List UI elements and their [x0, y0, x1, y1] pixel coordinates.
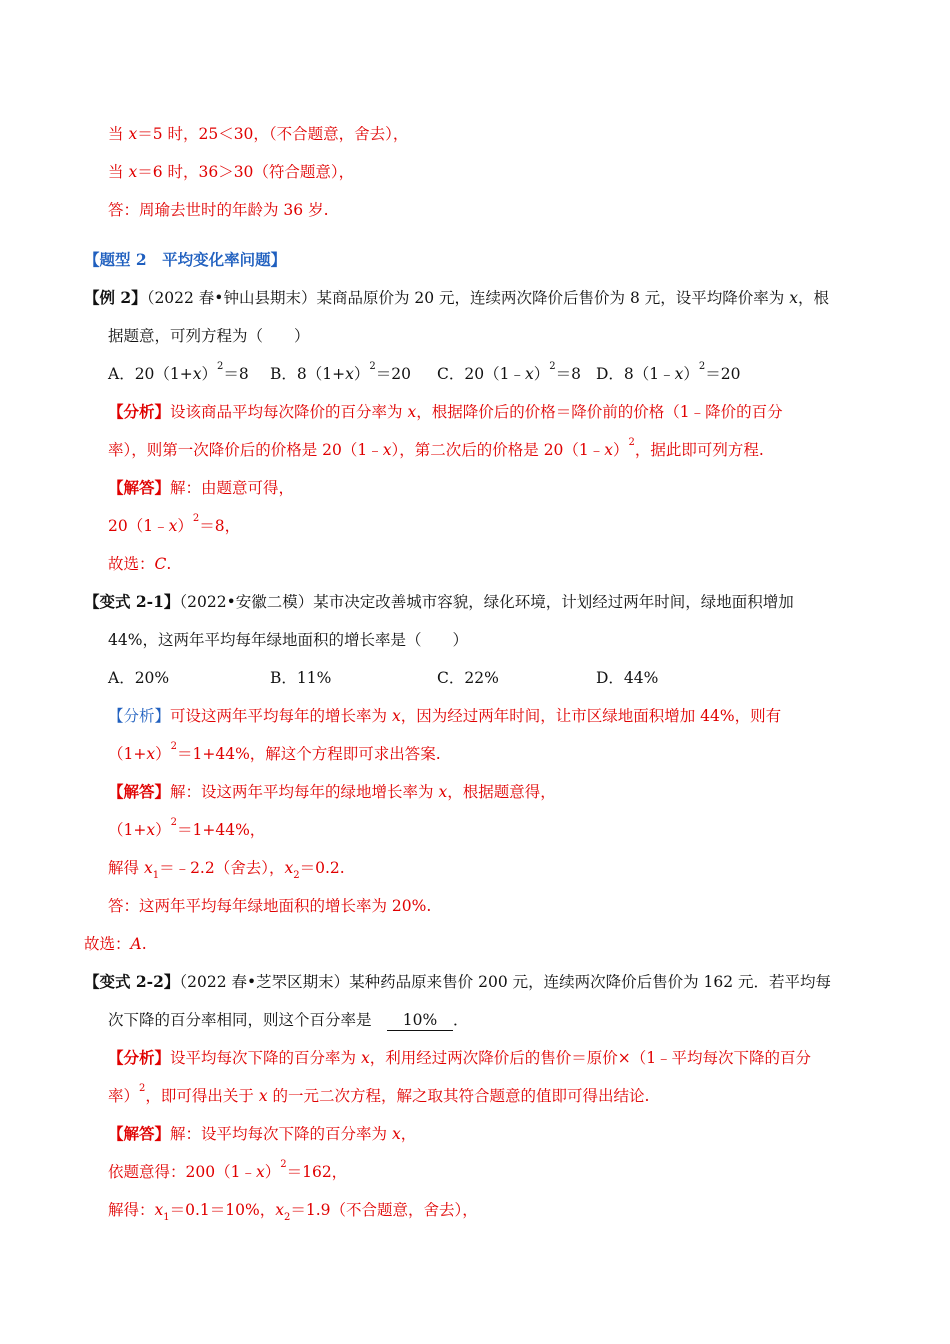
- option-b: B．11%: [270, 669, 332, 687]
- answer-line: 答：这两年平均每年绿地面积的增长率为 20%.: [108, 897, 432, 915]
- analysis-line: 【分析】可设这两年平均每年的增长率为 x，因为经过两年时间，让市区绿地面积增加 44%，则有: [108, 707, 782, 725]
- option-b: B．$8(1+x)^2=20$: [270, 361, 411, 383]
- analysis-line: $(1+x)^2=1+44\%$，解这个方程即可求出答案.: [108, 741, 441, 763]
- choice-line: 故选：A.: [84, 935, 147, 953]
- option-a: A．20%: [108, 669, 170, 687]
- solution-line: 【解答】解：设平均每次下降的百分率为 x，: [108, 1124, 417, 1143]
- question-line: 44%，这两年平均每年绿地面积的增长率是（ ）: [108, 631, 468, 649]
- solution-line: 依题意得：200（1﹣x）$^2$＝162，: [108, 1159, 348, 1181]
- answer-blank: 10%: [387, 1010, 453, 1031]
- question-line: 【变式 2-2】（2022 春•芝罘区期末）某种药品原来售价 200 元，连续两次降价后售价为 162 元．若平均每: [84, 972, 832, 991]
- option-a: A．$20(1+x)^2=8$: [108, 361, 249, 383]
- question-line: 据题意，可列方程为（ ）: [108, 327, 310, 345]
- option-c: C．22%: [437, 669, 499, 687]
- solution-line: 20（1﹣x）$^2$＝8，: [108, 513, 241, 535]
- option-d: D．44%: [596, 669, 659, 687]
- option-c: C．20（1﹣x）$^2$＝8: [437, 361, 581, 383]
- question-line: 【变式 2-1】（2022•安徽二模）某市决定改善城市容貌，绿化环境，计划经过两年时间，绿地面积增加: [84, 592, 794, 611]
- solution-line: 当 x＝6 时，36＞30（符合题意），: [108, 163, 355, 181]
- solution-line: 【解答】解：由题意可得，: [108, 478, 295, 497]
- solution-line: 解得 $x_1=﹣2.2$（舍去），$x_2=0.2$.: [108, 859, 345, 881]
- analysis-line: 率），则第一次降价后的价格是 20（1﹣x），第二次后的价格是 20（1﹣x）$^2$，据此即可列方程.: [108, 437, 764, 459]
- choice-line: 故选：C.: [108, 555, 172, 573]
- option-d: D．8（1﹣x）$^2$＝20: [596, 361, 741, 383]
- solution-line: 当 x＝5 时，25＜30，（不合题意，舍去），: [108, 125, 409, 143]
- solution-line: 【解答】解：设这两年平均每年的绿地增长率为 x，根据题意得，: [108, 782, 556, 801]
- question-line: 【例 2】（2022 春•钟山县期末）某商品原价为 20 元，连续两次降价后售价为 8 元，设平均降价率为 x，根: [84, 288, 829, 307]
- analysis-line: 率）$^2$，即可得出关于 x 的一元二次方程，解之取其符合题意的值即可得出结论.: [108, 1083, 650, 1105]
- question-line: 次下降的百分率相同，则这个百分率是 10% ．: [108, 1011, 469, 1029]
- analysis-line: 【分析】设平均每次下降的百分率为 x，利用经过两次降价后的售价＝原价×（1﹣平均每次下降的百分: [108, 1048, 812, 1067]
- answer-line: 答：周瑜去世时的年龄为 36 岁.: [108, 201, 329, 219]
- analysis-line: 【分析】设该商品平均每次降价的百分率为 x，根据降价后的价格＝降价前的价格（1﹣降价的百分: [108, 402, 783, 421]
- solution-line: $(1+x)^2=1+44\%$，: [108, 817, 266, 839]
- solution-line: 解得：$x_1=0.1=10\%$，$x_2=1.9$（不合题意，舍去），: [108, 1201, 478, 1223]
- section-heading: 【题型 2 平均变化率问题】: [84, 250, 287, 269]
